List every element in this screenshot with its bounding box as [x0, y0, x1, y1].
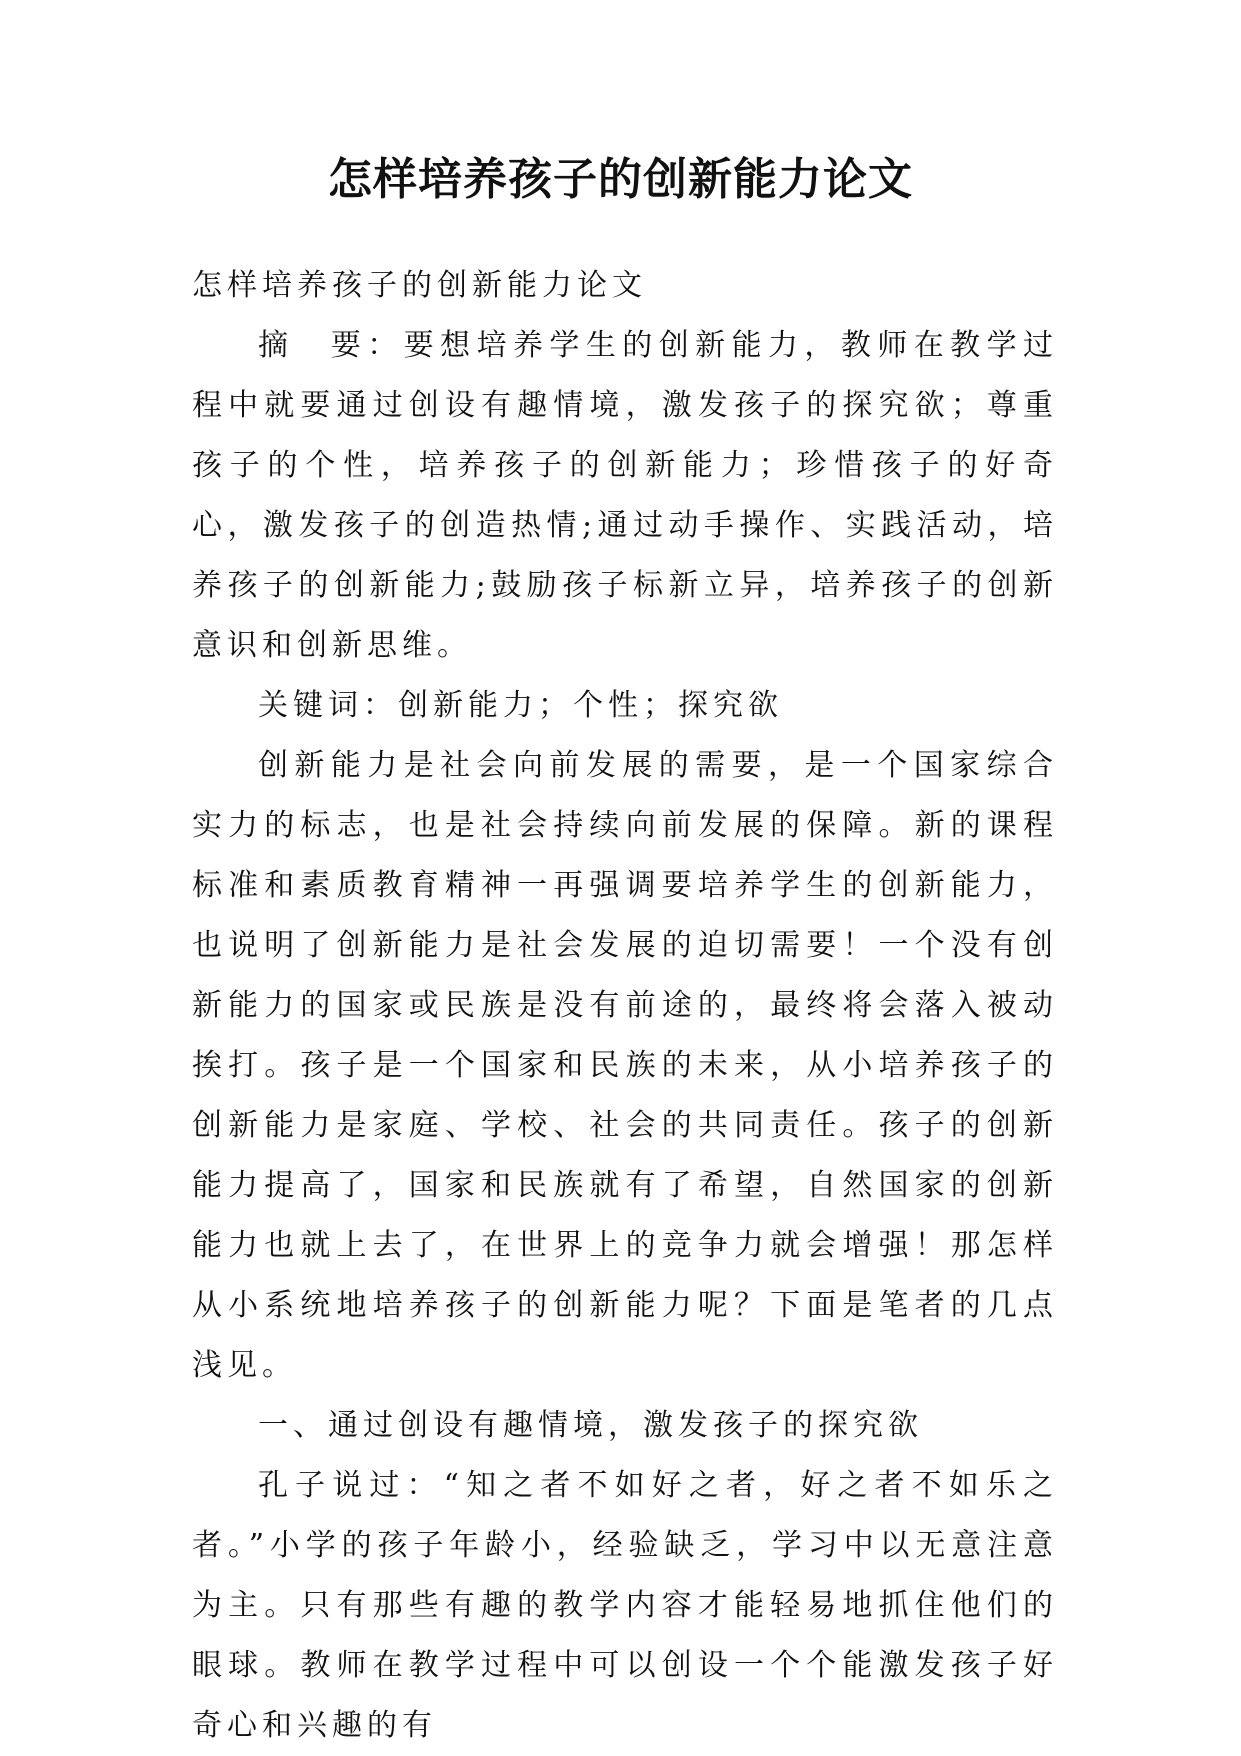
- abstract-paragraph: 摘 要：要想培养学生的创新能力，教师在教学过程中就要通过创设有趣情境，激发孩子的探究欲；尊重孩子的个性，培养孩子的创新能力；珍惜孩子的好奇心，激发孩子的创造热情;通过动手操作、实践活动，培养孩子的创新能力;鼓励孩子标新立异，培养孩子的创新意识和创新思维。: [192, 328, 1058, 663]
- section-1-paragraph: 孔子说过：“知之者不如好之者，好之者不如乐之者。”小学的孩子年龄小，经验缺乏，学习中以无意注意为主。只有那些有趣的教学内容才能轻易地抓住他们的眼球。教师在教学过程中可以创设一个个能激发孩子好奇心和兴趣的有: [192, 1468, 1058, 1743]
- subtitle-paragraph: 怎样培养孩子的创新能力论文: [192, 268, 647, 303]
- keywords-paragraph: 关键词：创新能力；个性；探究欲: [258, 688, 783, 723]
- document-body: [192, 256, 1058, 1756]
- document-title: 怎样培养孩子的创新能力论文: [328, 154, 913, 205]
- section-heading-1: 一、通过创设有趣情境，激发孩子的探究欲: [258, 1408, 923, 1443]
- intro-paragraph: 创新能力是社会向前发展的需要，是一个国家综合实力的标志，也是社会持续向前发展的保障。新的课程标准和素质教育精神一再强调要培养学生的创新能力，也说明了创新能力是社会发展的迫切需要！一个没有创新能力的国家或民族是没有前途的，最终将会落入被动挨打。孩子是一个国家和民族的未来，从小培养孩子的创新能力是家庭、学校、社会的共同责任。孩子的创新能力提高了，国家和民族就有了希望，自然国家的创新能力也就上去了，在世界上的竞争力就会增强！那怎样从小系统地培养孩子的创新能力呢？下面是笔者的几点浅见。: [192, 748, 1058, 1383]
